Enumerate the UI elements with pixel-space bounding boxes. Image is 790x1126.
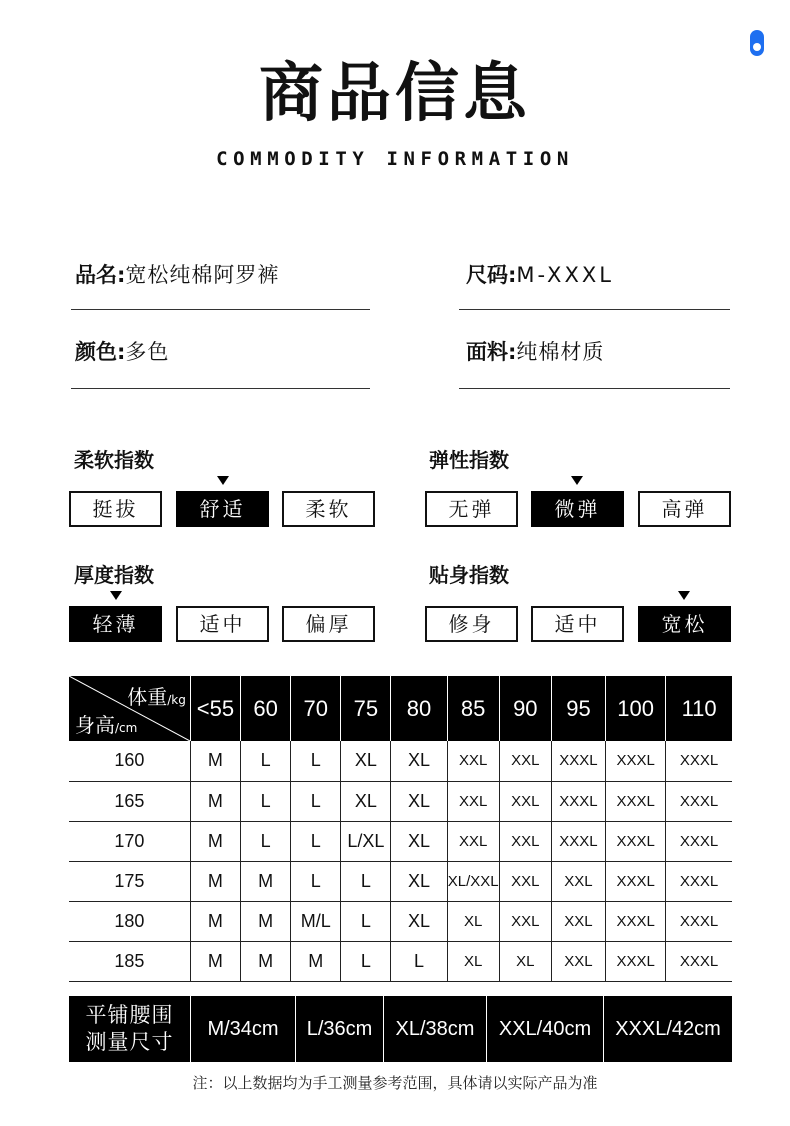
page-title: 商品信息 bbox=[259, 57, 531, 131]
size-cell: XXXL bbox=[551, 781, 605, 821]
elasticity-indicator-arrow bbox=[571, 476, 583, 485]
product-color bbox=[75, 337, 169, 367]
thickness-indicator-arrow bbox=[110, 591, 122, 600]
size-cell: XL bbox=[341, 741, 391, 781]
waist-label bbox=[69, 996, 190, 1062]
size-cell: XXXL bbox=[666, 901, 732, 941]
size-cell: XXXL bbox=[666, 781, 732, 821]
waist-value: L/36cm bbox=[295, 996, 383, 1062]
height-cell: 175 bbox=[69, 861, 190, 901]
size-cell: M bbox=[241, 901, 291, 941]
product-color-value: 多色 bbox=[125, 340, 170, 364]
product-size-key: 尺码: bbox=[466, 263, 517, 287]
size-cell: XXXL bbox=[666, 821, 732, 861]
table-header-row bbox=[69, 676, 732, 741]
weight-header: <55 bbox=[190, 676, 240, 741]
size-cell: L bbox=[291, 861, 341, 901]
table-row bbox=[69, 901, 732, 941]
size-cell: L bbox=[291, 741, 341, 781]
size-cell: L bbox=[291, 781, 341, 821]
size-cell: L bbox=[341, 901, 391, 941]
size-cell: XXL bbox=[499, 781, 551, 821]
size-cell: XXL bbox=[499, 901, 551, 941]
height-cell: 180 bbox=[69, 901, 190, 941]
softness-indicator-arrow bbox=[217, 476, 229, 485]
height-cell: 160 bbox=[69, 741, 190, 781]
size-cell: XL bbox=[391, 741, 447, 781]
size-table-body bbox=[69, 741, 732, 981]
scroll-indicator[interactable] bbox=[750, 30, 764, 56]
size-cell: M bbox=[190, 781, 240, 821]
size-cell: M bbox=[241, 941, 291, 981]
thickness-index-title: 厚度指数 bbox=[74, 563, 154, 587]
elasticity-option-high: 高弹 bbox=[638, 491, 731, 527]
waist-label-line1: 平铺腰围 bbox=[85, 1003, 174, 1027]
size-cell: XXXL bbox=[666, 861, 732, 901]
size-cell: M bbox=[190, 821, 240, 861]
size-cell: XL bbox=[391, 901, 447, 941]
product-fabric bbox=[466, 337, 604, 367]
size-cell: XXL bbox=[551, 941, 605, 981]
size-cell: L bbox=[341, 861, 391, 901]
size-chart-table bbox=[69, 676, 732, 982]
fit-option-regular: 适中 bbox=[531, 606, 624, 642]
waist-value: XXXL/42cm bbox=[603, 996, 732, 1062]
size-cell: XXL bbox=[551, 861, 605, 901]
size-cell: M bbox=[291, 941, 341, 981]
size-cell: XXXL bbox=[606, 821, 666, 861]
divider bbox=[71, 388, 370, 389]
size-cell: XL bbox=[447, 941, 499, 981]
size-cell: XL bbox=[341, 781, 391, 821]
size-cell: L bbox=[391, 941, 447, 981]
size-cell: M bbox=[190, 901, 240, 941]
weight-axis-label bbox=[127, 681, 186, 710]
size-cell: M bbox=[190, 941, 240, 981]
size-cell: XXXL bbox=[606, 941, 666, 981]
table-row bbox=[69, 741, 732, 781]
height-cell: 185 bbox=[69, 941, 190, 981]
product-color-key: 颜色: bbox=[75, 340, 126, 364]
thickness-option-medium: 适中 bbox=[176, 606, 269, 642]
size-cell: XXXL bbox=[666, 941, 732, 981]
product-name-key: 品名: bbox=[75, 263, 126, 287]
weight-header: 70 bbox=[291, 676, 341, 741]
size-cell: XL bbox=[391, 781, 447, 821]
divider bbox=[71, 309, 370, 310]
size-cell: XXXL bbox=[606, 861, 666, 901]
height-cell: 165 bbox=[69, 781, 190, 821]
size-cell: XXL bbox=[447, 781, 499, 821]
waist-value: M/34cm bbox=[190, 996, 295, 1062]
product-size-value: M-XXXL bbox=[516, 263, 614, 287]
footnote: 注：以上数据均为手工测量参考范围，具体请以实际产品为准 bbox=[192, 1074, 598, 1092]
height-unit: /cm bbox=[115, 721, 138, 735]
size-cell: XXXL bbox=[551, 821, 605, 861]
size-cell: XL bbox=[391, 861, 447, 901]
weight-header: 75 bbox=[341, 676, 391, 741]
size-cell: XXXL bbox=[606, 741, 666, 781]
size-cell: XL bbox=[391, 821, 447, 861]
size-cell: L bbox=[241, 821, 291, 861]
size-cell: XXL bbox=[499, 861, 551, 901]
weight-unit: /kg bbox=[167, 693, 186, 707]
table-row bbox=[69, 861, 732, 901]
table-corner-cell bbox=[69, 676, 190, 741]
size-cell: XXL bbox=[447, 821, 499, 861]
waist-value: XL/38cm bbox=[383, 996, 486, 1062]
size-cell: L bbox=[241, 741, 291, 781]
weight-header: 95 bbox=[551, 676, 605, 741]
fit-indicator-arrow bbox=[678, 591, 690, 600]
waist-measurement-bar bbox=[69, 996, 732, 1062]
height-axis-label bbox=[75, 709, 137, 738]
softness-option-soft: 柔软 bbox=[282, 491, 375, 527]
weight-label: 体重 bbox=[127, 685, 168, 709]
product-fabric-value: 纯棉材质 bbox=[516, 340, 605, 364]
divider bbox=[459, 388, 730, 389]
height-cell: 170 bbox=[69, 821, 190, 861]
size-cell: XL bbox=[499, 941, 551, 981]
fit-index-title: 贴身指数 bbox=[429, 563, 509, 587]
size-cell: XXL bbox=[499, 741, 551, 781]
size-cell: XL/XXL bbox=[447, 861, 499, 901]
waist-value: XXL/40cm bbox=[486, 996, 603, 1062]
size-cell: XL bbox=[447, 901, 499, 941]
size-cell: L bbox=[341, 941, 391, 981]
thickness-option-thin: 轻薄 bbox=[69, 606, 162, 642]
waist-label-line2: 测量尺寸 bbox=[85, 1030, 174, 1054]
weight-header: 85 bbox=[447, 676, 499, 741]
elasticity-index-title: 弹性指数 bbox=[429, 448, 509, 472]
softness-option-stiff: 挺拔 bbox=[69, 491, 162, 527]
elasticity-option-slight: 微弹 bbox=[531, 491, 624, 527]
table-row bbox=[69, 821, 732, 861]
size-cell: L bbox=[291, 821, 341, 861]
size-cell: M bbox=[190, 741, 240, 781]
size-cell: XXXL bbox=[551, 741, 605, 781]
weight-header: 100 bbox=[606, 676, 666, 741]
weight-header: 110 bbox=[666, 676, 732, 741]
fit-option-slim: 修身 bbox=[425, 606, 518, 642]
size-cell: XXL bbox=[447, 741, 499, 781]
elasticity-option-none: 无弹 bbox=[425, 491, 518, 527]
product-name-value: 宽松纯棉阿罗裤 bbox=[125, 263, 280, 287]
product-fabric-key: 面料: bbox=[466, 340, 517, 364]
fit-option-loose: 宽松 bbox=[638, 606, 731, 642]
size-cell: XXXL bbox=[606, 781, 666, 821]
size-cell: XXXL bbox=[606, 901, 666, 941]
size-cell: XXXL bbox=[666, 741, 732, 781]
weight-header: 80 bbox=[391, 676, 447, 741]
page-subtitle: COMMODITY INFORMATION bbox=[216, 148, 574, 170]
table-row bbox=[69, 781, 732, 821]
product-name bbox=[75, 260, 279, 290]
size-cell: M bbox=[190, 861, 240, 901]
table-row bbox=[69, 941, 732, 981]
size-cell: L bbox=[241, 781, 291, 821]
weight-header: 60 bbox=[241, 676, 291, 741]
softness-option-comfortable: 舒适 bbox=[176, 491, 269, 527]
size-cell: L/XL bbox=[341, 821, 391, 861]
height-label: 身高 bbox=[75, 713, 115, 737]
size-cell: XXL bbox=[551, 901, 605, 941]
thickness-option-thick: 偏厚 bbox=[282, 606, 375, 642]
product-size bbox=[466, 260, 614, 290]
size-cell: XXL bbox=[499, 821, 551, 861]
softness-index-title: 柔软指数 bbox=[74, 448, 154, 472]
size-cell: M/L bbox=[291, 901, 341, 941]
weight-header: 90 bbox=[499, 676, 551, 741]
size-cell: M bbox=[241, 861, 291, 901]
divider bbox=[459, 309, 730, 310]
